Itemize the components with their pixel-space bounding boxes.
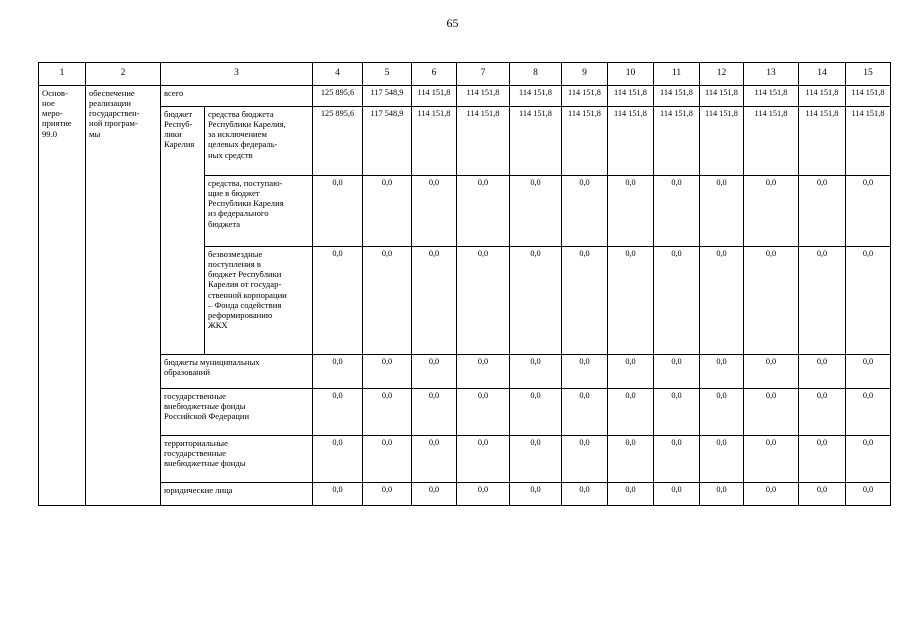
value-cell: 114 151,8 (744, 86, 799, 107)
row-label: безвозмездные поступления в бюджет Республики Карелия от государ- ственной корпорации – Фонда содействия реформированию ЖКХ (205, 247, 313, 355)
value-cell: 0,0 (363, 247, 412, 355)
header-cell: 2 (86, 63, 161, 86)
value-cell: 114 151,8 (457, 86, 510, 107)
value-cell: 0,0 (457, 483, 510, 506)
value-cell: 0,0 (654, 355, 700, 389)
value-cell: 0,0 (700, 176, 744, 247)
header-cell: 6 (412, 63, 457, 86)
value-cell: 0,0 (363, 436, 412, 483)
value-cell: 0,0 (608, 247, 654, 355)
value-cell: 0,0 (457, 176, 510, 247)
value-cell: 0,0 (313, 436, 363, 483)
value-cell: 0,0 (510, 247, 562, 355)
value-cell: 0,0 (562, 355, 608, 389)
value-cell: 0,0 (744, 389, 799, 436)
value-cell: 0,0 (412, 389, 457, 436)
header-cell: 11 (654, 63, 700, 86)
value-cell: 0,0 (744, 436, 799, 483)
row-label: юридические лица (161, 483, 313, 506)
value-cell: 0,0 (799, 176, 846, 247)
value-cell: 0,0 (846, 389, 891, 436)
value-cell: 0,0 (700, 436, 744, 483)
value-cell: 114 151,8 (799, 107, 846, 176)
value-cell: 114 151,8 (700, 86, 744, 107)
value-cell: 0,0 (412, 355, 457, 389)
value-cell: 0,0 (412, 483, 457, 506)
value-cell: 0,0 (799, 247, 846, 355)
page-number: 65 (446, 16, 459, 30)
value-cell: 0,0 (510, 483, 562, 506)
value-cell: 0,0 (654, 389, 700, 436)
value-cell: 0,0 (562, 176, 608, 247)
header-cell: 12 (700, 63, 744, 86)
value-cell: 0,0 (313, 389, 363, 436)
value-cell: 0,0 (654, 436, 700, 483)
value-cell: 0,0 (799, 389, 846, 436)
row-label: всего (161, 86, 313, 107)
value-cell: 0,0 (363, 483, 412, 506)
value-cell: 114 151,8 (562, 86, 608, 107)
value-cell: 0,0 (510, 436, 562, 483)
value-cell: 0,0 (608, 176, 654, 247)
value-cell: 0,0 (457, 389, 510, 436)
value-cell: 114 151,8 (608, 86, 654, 107)
value-cell: 114 151,8 (510, 86, 562, 107)
main-event-cell: Основ- ное меро- приятие 99.0 (39, 86, 86, 506)
republic-budget-cell: бюджет Респуб- лики Карелия (161, 107, 205, 355)
value-cell: 0,0 (654, 176, 700, 247)
value-cell: 0,0 (799, 436, 846, 483)
header-cell: 3 (161, 63, 313, 86)
value-cell: 0,0 (846, 176, 891, 247)
header-cell: 10 (608, 63, 654, 86)
value-cell: 114 151,8 (700, 107, 744, 176)
value-cell: 0,0 (700, 355, 744, 389)
header-cell: 15 (846, 63, 891, 86)
value-cell: 0,0 (744, 176, 799, 247)
header-row (39, 63, 891, 86)
row-label: бюджеты муниципальных образований (161, 355, 313, 389)
row-label: средства, поступаю- щие в бюджет Республики Карелия из федерального бюджета (205, 176, 313, 247)
value-cell: 125 895,6 (313, 86, 363, 107)
value-cell: 0,0 (363, 389, 412, 436)
value-cell: 0,0 (457, 436, 510, 483)
value-cell: 0,0 (313, 247, 363, 355)
value-cell: 0,0 (744, 483, 799, 506)
value-cell: 114 151,8 (412, 107, 457, 176)
value-cell: 0,0 (457, 355, 510, 389)
value-cell: 0,0 (412, 176, 457, 247)
value-cell: 114 151,8 (744, 107, 799, 176)
header-cell: 14 (799, 63, 846, 86)
header-cell: 8 (510, 63, 562, 86)
value-cell: 114 151,8 (608, 107, 654, 176)
value-cell: 0,0 (562, 483, 608, 506)
value-cell: 0,0 (799, 355, 846, 389)
header-cell: 1 (39, 63, 86, 86)
value-cell: 0,0 (608, 389, 654, 436)
budget-table (38, 62, 891, 506)
value-cell: 114 151,8 (654, 107, 700, 176)
value-cell: 0,0 (457, 247, 510, 355)
value-cell: 0,0 (510, 355, 562, 389)
value-cell: 0,0 (313, 355, 363, 389)
value-cell: 0,0 (744, 355, 799, 389)
header-cell: 4 (313, 63, 363, 86)
value-cell: 0,0 (608, 436, 654, 483)
header-cell: 13 (744, 63, 799, 86)
value-cell: 117 548,9 (363, 86, 412, 107)
value-cell: 0,0 (846, 247, 891, 355)
value-cell: 0,0 (562, 389, 608, 436)
value-cell: 114 151,8 (846, 107, 891, 176)
value-cell: 0,0 (510, 176, 562, 247)
value-cell: 0,0 (313, 176, 363, 247)
value-cell: 125 895,6 (313, 107, 363, 176)
value-cell: 0,0 (799, 483, 846, 506)
header-cell: 9 (562, 63, 608, 86)
value-cell: 0,0 (700, 247, 744, 355)
table-row (39, 107, 891, 176)
value-cell: 0,0 (846, 355, 891, 389)
row-label: территориальные государственные внебюджетные фонды (161, 436, 313, 483)
value-cell: 0,0 (313, 483, 363, 506)
value-cell: 0,0 (744, 247, 799, 355)
value-cell: 0,0 (608, 483, 654, 506)
value-cell: 0,0 (412, 247, 457, 355)
value-cell: 0,0 (608, 355, 654, 389)
value-cell: 0,0 (562, 247, 608, 355)
value-cell: 114 151,8 (654, 86, 700, 107)
value-cell: 0,0 (363, 355, 412, 389)
value-cell: 117 548,9 (363, 107, 412, 176)
row-label: государственные внебюджетные фонды Российской Федерации (161, 389, 313, 436)
value-cell: 114 151,8 (412, 86, 457, 107)
row-label: средства бюджета Республики Карелия, за исключением целевых федераль- ных средств (205, 107, 313, 176)
value-cell: 0,0 (846, 483, 891, 506)
value-cell: 0,0 (562, 436, 608, 483)
value-cell: 0,0 (510, 389, 562, 436)
value-cell: 114 151,8 (799, 86, 846, 107)
table-row (39, 483, 891, 506)
value-cell: 0,0 (654, 247, 700, 355)
value-cell: 114 151,8 (562, 107, 608, 176)
value-cell: 0,0 (700, 389, 744, 436)
value-cell: 114 151,8 (457, 107, 510, 176)
value-cell: 0,0 (412, 436, 457, 483)
value-cell: 114 151,8 (846, 86, 891, 107)
table-row (39, 355, 891, 389)
table-row (39, 86, 891, 107)
value-cell: 0,0 (654, 483, 700, 506)
value-cell: 0,0 (363, 176, 412, 247)
table-row (39, 389, 891, 436)
header-cell: 7 (457, 63, 510, 86)
value-cell: 0,0 (846, 436, 891, 483)
table-row (39, 436, 891, 483)
value-cell: 0,0 (700, 483, 744, 506)
header-cell: 5 (363, 63, 412, 86)
value-cell: 114 151,8 (510, 107, 562, 176)
purpose-cell: обеспечение реализации государствен- ной програм- мы (86, 86, 161, 506)
